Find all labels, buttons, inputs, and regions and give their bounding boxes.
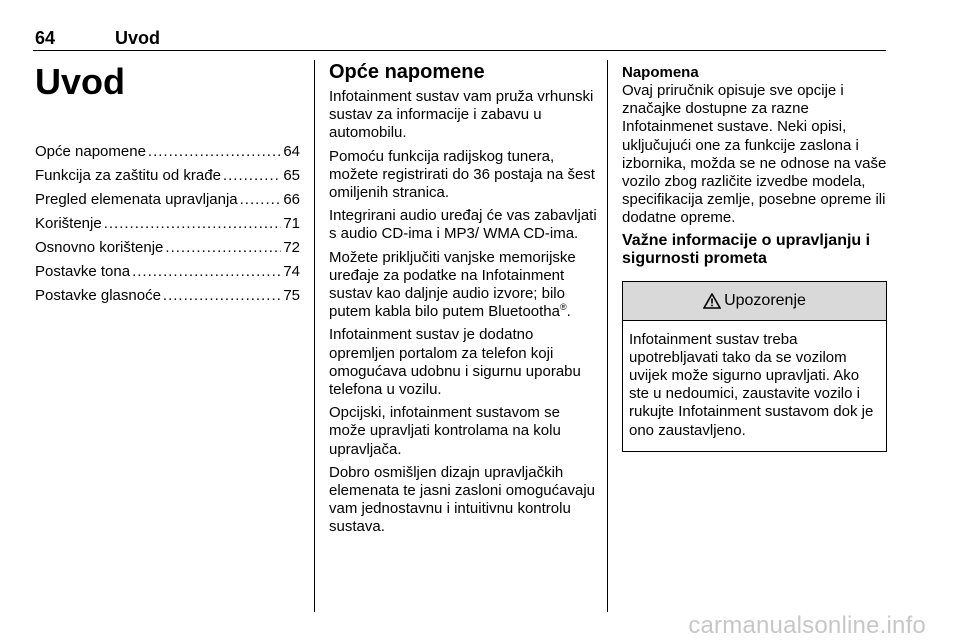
warning-box: [622, 281, 887, 452]
toc-entry-label: Postavke glasnoće: [35, 287, 161, 304]
toc-entry-label: Funkcija za zaštitu od krađe: [35, 167, 221, 184]
warning-triangle-icon: [703, 293, 721, 309]
toc-entry-page: 64: [283, 143, 300, 160]
registered-mark: ®: [559, 302, 567, 313]
toc-entry[interactable]: [35, 236, 300, 260]
warning-title: Upozorenje: [724, 291, 806, 309]
toc-entry-label: Korištenje: [35, 215, 102, 232]
toc-dot-leader: [132, 260, 281, 284]
paragraph: Integrirani audio uređaj će vas zabavljati s audio CD-ima i MP3/ WMA CD-ima.: [329, 207, 597, 243]
toc-dot-leader: [104, 212, 282, 236]
chapter-title: Uvod: [35, 61, 125, 102]
running-title: Uvod: [115, 28, 160, 48]
general-notes-column: [329, 60, 597, 542]
toc-dot-leader: [163, 284, 281, 308]
toc-entry-label: Pregled elemenata upravljanja: [35, 191, 238, 208]
toc-entry-page: 66: [283, 191, 300, 208]
toc-column: [35, 60, 300, 308]
paragraph: Infotainment sustav je dodatno opremljen portalom za telefon koji omogućava udobnu i sigurnu uporabu telefona u vozilu.: [329, 326, 581, 399]
note-and-safety-column: [622, 64, 888, 452]
column-divider: [607, 60, 608, 612]
section-title: Važne informacije o upravljanju i sigurnosti prometa: [622, 231, 871, 268]
toc-entry[interactable]: [35, 260, 300, 284]
toc-entry[interactable]: [35, 212, 300, 236]
note-text: Ovaj priručnik opisuje sve opcije i značajke dostupne za razne Infotainmenet sustave. Neki opisi, uključujući one za funkcije zaslona i izbornika, možda se ne odnose na vaše vozilo zbog različite izvedbe modela, specifikacija zemlje, posebne opreme ili dodatne opreme.: [622, 82, 887, 227]
toc-entry-label: Opće napomene: [35, 143, 146, 160]
table-of-contents: [35, 140, 300, 308]
toc-entry[interactable]: [35, 284, 300, 308]
toc-entry-page: 71: [283, 215, 300, 232]
page-header: [33, 28, 886, 51]
toc-entry-page: 72: [283, 239, 300, 256]
watermark: carmanualsonline.info: [688, 612, 926, 639]
page-number: 64: [35, 28, 56, 48]
toc-entry-page: 75: [283, 287, 300, 304]
toc-entry-label: Osnovno korištenje: [35, 239, 164, 256]
warning-header: [623, 282, 886, 321]
toc-entry-page: 74: [283, 263, 300, 280]
warning-text: Infotainment sustav treba upotrebljavati tako da se vozilom uvijek može sigurno upravljati. Ako ste u nedoumici, zaustavite vozilo i rukujte Infotainment sustavom dok je ono zaustavljeno.: [629, 330, 874, 439]
toc-entry-page: 65: [283, 167, 300, 184]
paragraph: Infotainment sustav vam pruža vrhunski sustav za informacije i zabavu u automobilu.: [329, 88, 594, 142]
paragraph: Pomoću funkcija radijskog tunera, možete registrirati do 36 postaja na šest omiljenih stranica.: [329, 147, 595, 202]
toc-dot-leader: [240, 188, 282, 212]
paragraph-bluetooth: [329, 249, 597, 322]
column-divider: [314, 60, 315, 612]
toc-dot-leader: [148, 140, 281, 164]
paragraph: Opcijski, infotainment sustavom se može upravljati kontrolama na kolu upravljača.: [329, 404, 561, 458]
paragraph-text: Možete priključiti vanjske memorijske uređaje za podatke na Infotainment sustav kao daljnje audio izvore; bilo putem kabla bilo putem Bluetootha: [329, 248, 576, 321]
toc-dot-leader: [223, 164, 281, 188]
toc-entry[interactable]: [35, 188, 300, 212]
toc-entry[interactable]: [35, 164, 300, 188]
toc-dot-leader: [165, 236, 281, 260]
toc-entry-label: Postavke tona: [35, 263, 131, 280]
note-heading: Napomena: [622, 64, 699, 81]
paragraph: Dobro osmišljen dizajn upravljačkih elemenata te jasni zasloni omogućavaju vam jednostavnu i intuitivnu kontrolu sustava.: [329, 463, 595, 536]
paragraph-end: .: [566, 303, 571, 321]
toc-entry[interactable]: [35, 140, 300, 164]
section-title: Opće napomene: [329, 61, 485, 83]
